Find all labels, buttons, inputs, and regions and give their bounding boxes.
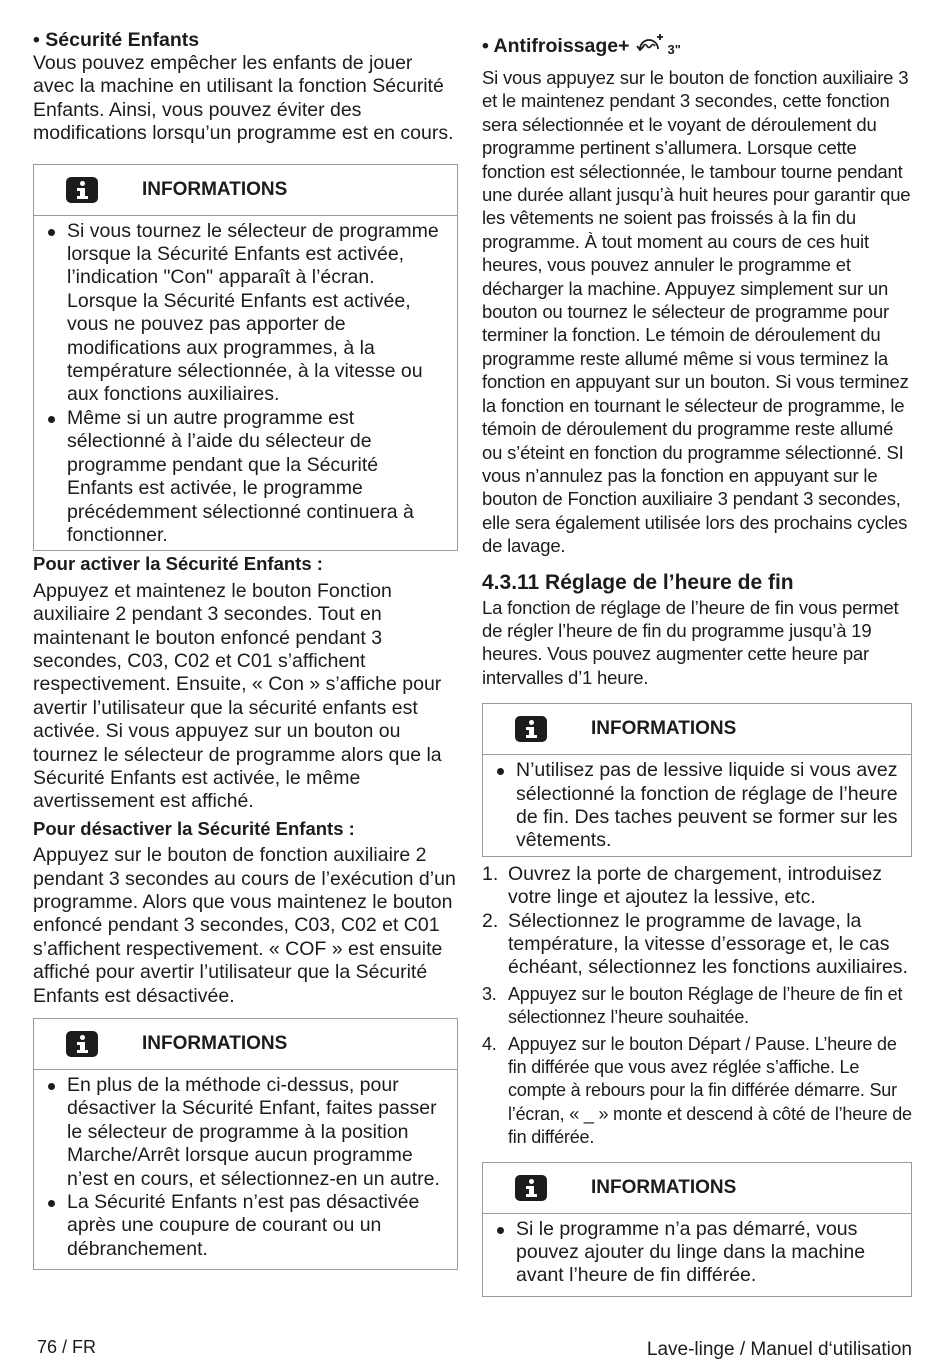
step-number: 2.: [482, 909, 499, 932]
info-label: INFORMATIONS: [591, 718, 737, 740]
info-item: Même si un autre programme est sélectionné à l’aide du sélecteur de programme pendant que la Sécurité Enfants est activée, le programme précédemment sélectionné continuera à fonctionner.: [34, 407, 449, 547]
step-number: 4.: [482, 1033, 497, 1054]
step-number: 1.: [482, 862, 499, 885]
section-title: 4.3.11 Réglage de l’heure de fin: [482, 570, 794, 594]
step-item: [482, 863, 912, 910]
securite-intro: Vous pouvez empêcher les enfants de jouer avec la machine en utilisant la fonction Sécurité Enfants. Ainsi, vous pouvez éviter des modifications lorsqu’un programme est en cours.: [33, 52, 454, 145]
info-label: INFORMATIONS: [142, 1033, 288, 1055]
activate-text: Appuyez et maintenez le bouton Fonction auxiliaire 2 pendant 3 secondes. Tout en maintenant le bouton enfoncé pendant 3 secondes, C03, C02 et C01 s’affichent respectivement. Ensuite, « Con » s’affiche pour avertir l’utilisateur que la sécurité enfants est activée. Si vous appuyez sur un bouton ou tournez le sélecteur de programme alors que la Sécurité Enfants est activée, le même avertissement est affiché.: [33, 579, 442, 813]
info-box-4: [482, 1162, 912, 1297]
step-number: 3.: [482, 983, 497, 1004]
info-icon: [515, 1175, 547, 1201]
info-label: INFORMATIONS: [591, 1176, 737, 1198]
info-box-header: [34, 165, 457, 216]
deactivate-heading: Pour désactiver la Sécurité Enfants :: [33, 817, 355, 839]
info-box-3: [482, 703, 912, 857]
antifroissage-heading: [482, 32, 912, 64]
info-item: Si le programme n’a pas démarré, vous pouvez ajouter du linge dans la machine avant l’heure de fin différée.: [483, 1218, 903, 1288]
step-text: Appuyez sur le bouton Réglage de l’heure de fin et sélectionnez l’heure souhaitée.: [508, 983, 903, 1028]
left-column: [33, 28, 458, 1270]
info-item: N’utilisez pas de lessive liquide si vous avez sélectionné la fonction de réglage de l’heure de fin. Des taches peuvent se former sur les vêtements.: [483, 759, 903, 853]
page-number: 76 / FR: [37, 1337, 97, 1357]
steps-list: [482, 863, 912, 1150]
info-box-header: [483, 1163, 911, 1214]
info-label: INFORMATIONS: [142, 178, 288, 200]
anti-crease-icon: [634, 32, 668, 64]
antifroissage-duration: 3": [667, 42, 681, 57]
manual-title: Lave-linge / Manuel d‘utilisation: [646, 1339, 912, 1360]
info-box-2: [33, 1018, 458, 1270]
info-box-1: [33, 164, 458, 552]
antifroissage-text: Si vous appuyez sur le bouton de fonction auxiliaire 3 et le maintenez pendant 3 secondes, cette fonction sera sélectionnée et le voyant de déroulement du programme pertinent s’allumera. Lorsque cette fonction est sélectionnée, le tambour tourne pendant une durée allant jusqu’à huit heures pour garantir que les vêtements ne soient pas froissés à la fin du programme. À tout moment au cours de ces huit heures, vous pouvez annuler le programme et décharger la machine. Appuyez simplement sur un bouton ou tournez le sélecteur de programme pour terminer la fonction. Le témoin de déroulement du programme reste allumé même si vous terminez la fonction en appuyant sur un bouton. Si vous terminez la fonction en tournant le sélecteur de programme, le témoin de déroulement du programme reste allumé ou s’éteint en fonction du programme sélectionné. SI vous n’annulez pas la fonction en appuyant sur le bouton de Fonction auxiliaire 3 pendant 3 secondes, elle sera également utilisée lors des prochains cycles de lavage.: [482, 67, 911, 557]
step-text: Sélectionnez le programme de lavage, la température, la vitesse d’essorage et, le cas échéant, sélectionnez les fonctions auxiliaires.: [508, 909, 908, 979]
info-icon: [66, 177, 98, 203]
securite-heading: • Sécurité Enfants: [33, 29, 200, 51]
step-item: [482, 910, 912, 980]
deactivate-text: Appuyez sur le bouton de fonction auxiliaire 2 pendant 3 secondes au cours de l’exécution d’un programme. Alors que vous maintenez le bouton enfoncé pendant 3 secondes, C03, C02 et C01 s’affichent respectivement. « COF » est ensuite affiché pour avertir l’utilisateur que la Sécurité Enfants est désactivée.: [33, 844, 456, 1007]
step-item: [482, 1033, 912, 1150]
info-item: La Sécurité Enfants n’est pas désactivée après une coupure de courant ou un débranchement.: [34, 1191, 449, 1261]
activate-heading: Pour activer la Sécurité Enfants :: [33, 553, 323, 575]
info-item: En plus de la méthode ci-dessus, pour désactiver la Sécurité Enfant, faites passer le sélecteur de programme à la position Marche/Arrêt lorsque aucun programme n’est en cours, et sélectionnez-en un autre.: [34, 1074, 449, 1191]
info-box-header: [34, 1019, 457, 1070]
info-icon: [515, 716, 547, 742]
section-intro: La fonction de réglage de l’heure de fin vous permet de régler l’heure de fin du programme jusqu’à 19 heures. Vous pouvez augmenter cette heure par intervalles d’1 heure.: [482, 596, 899, 688]
step-item: [482, 983, 912, 1030]
info-item: Si vous tournez le sélecteur de programme lorsque la Sécurité Enfants est activée, l’indication "Con" apparaît à l’écran. Lorsque la Sécurité Enfants est activée, vous ne pouvez pas apporter de modifications aux programmes, à la température sélectionnée, à la vitesse ou aux fonctions auxiliaires.: [34, 220, 449, 407]
info-box-header: [483, 704, 911, 755]
right-column: [482, 32, 912, 1297]
step-text: Ouvrez la porte de chargement, introduisez votre linge et ajoutez la lessive, etc.: [508, 862, 882, 909]
antifroissage-label: • Antifroissage+: [482, 35, 630, 57]
step-text: Appuyez sur le bouton Départ / Pause. L’heure de fin différée que vous avez réglée s’affiche. Le compte à rebours pour la fin différée démarre. Sur l’écran, « _ » monte et descend à côté de l’heure de fin différée.: [508, 1033, 912, 1148]
info-icon: [66, 1031, 98, 1057]
